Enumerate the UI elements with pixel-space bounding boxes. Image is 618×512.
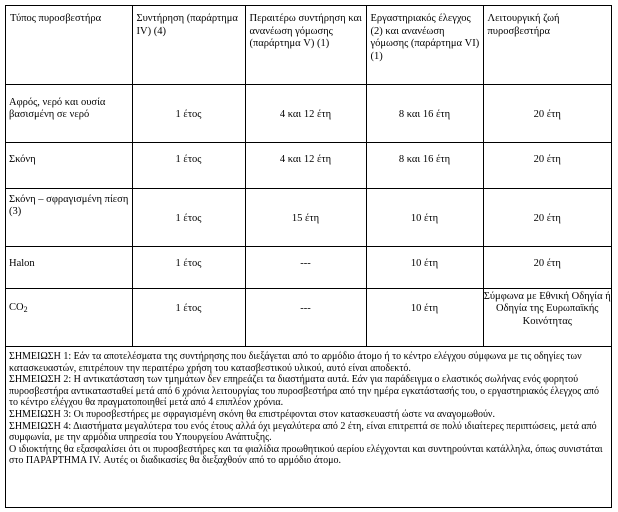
- header-maintenance: Συντήρηση (παράρτημα IV) (4): [132, 6, 245, 84]
- extinguisher-schedule-table: [6, 6, 611, 347]
- row-maintenance: 1 έτος: [132, 84, 245, 142]
- header-type: Τύπος πυροσβεστήρα: [6, 6, 132, 84]
- table-row: [6, 246, 611, 288]
- table-row: [6, 142, 611, 188]
- row-maintenance: 1 έτος: [132, 142, 245, 188]
- notes-block: [9, 351, 609, 467]
- row-lab: 8 και 16 έτη: [366, 142, 483, 188]
- row-life: 20 έτη: [483, 142, 611, 188]
- row-life: 20 έτη: [483, 188, 611, 246]
- note-1: ΣΗΜΕΙΩΣΗ 1: Εάν τα αποτελέσματα της συντήρησης που διεξάγεται από το αρμόδιο άτομο ή το κέντρο ελέγχου σύμφωνα με τις οδηγίες των κατασκευαστών, επιτρέπουν την περαιτέρω χρήση του κατασβεστικού υλικού, αυτό είναι αποδεκτό.: [9, 351, 582, 374]
- owner-note: Ο ιδιοκτήτης θα εξασφαλίσει ότι οι πυροσβεστήρες και τα φιαλίδια προωθητικού αερίου ελέγχονται και συντηρούνται κατάλληλα, όπως συνιστάται στο ΠΑΡΑΡΤΗΜΑ IV. Αυτές οι διαδικασίες θα διεξαχθούν από το αρμόδιο άτομο.: [9, 443, 603, 467]
- row-type: Αφρός, νερό και ουσία βασισμένη σε νερό: [6, 84, 132, 142]
- row-type: Σκόνη – σφραγισμένη πίεση (3): [6, 188, 132, 246]
- note-2: ΣΗΜΕΙΩΣΗ 2: Η αντικατάσταση των τμημάτων δεν επηρεάζει τα διαστήματα αυτά. Εάν για παράδειγμα ο ελαστικός σωλήνας ενός φορητού πυροσβεστήρα αντικατασταθεί μετά από 6 χρόνια λειτουργίας του πυροσβεστήρα από την ημέρα εγκατάστασής του, ο εργαστηριακός έλεγχος από το κέντρο ελέγχου θα πραγματοποιηθεί μετά από 4 επιπλέον χρόνια.: [9, 374, 599, 409]
- row-life: 20 έτη: [483, 246, 611, 288]
- row-further: 4 και 12 έτη: [245, 142, 366, 188]
- row-type: Halon: [6, 246, 132, 288]
- note-3: ΣΗΜΕΙΩΣΗ 3: Οι πυροσβεστήρες με σφραγισμένη σκόνη θα επιστρέφονται στον κατασκευαστή ώστε να αναγομωθούν.: [9, 408, 495, 420]
- row-type: Σκόνη: [6, 142, 132, 188]
- row-further: ---: [245, 288, 366, 346]
- co2-main: CO: [9, 301, 24, 313]
- row-maintenance: 1 έτος: [132, 246, 245, 288]
- document-frame: [5, 5, 612, 508]
- row-lab: 10 έτη: [366, 188, 483, 246]
- header-further-maintenance: Περαιτέρω συντήρηση και ανανέωση γόμωσης (παράρτημα V) (1): [245, 6, 366, 84]
- table-row: [6, 84, 611, 142]
- note-4: ΣΗΜΕΙΩΣΗ 4: Διαστήματα μεγαλύτερα του ενός έτους αλλά όχι μεγαλύτερα από 2 έτη, είναι επιτρεπτά σε πολύ ιδιαίτερες περιπτώσεις, μετά από συμφωνία, με την αρμόδια υπηρεσία του Υπουργείου Ανάπτυξης.: [9, 420, 597, 444]
- row-further: 4 και 12 έτη: [245, 84, 366, 142]
- row-further: ---: [245, 246, 366, 288]
- row-life: 20 έτη: [483, 84, 611, 142]
- row-lab: 10 έτη: [366, 246, 483, 288]
- row-maintenance: 1 έτος: [132, 288, 245, 346]
- header-service-life: Λειτουργική ζωή πυροσβεστήρα: [483, 6, 611, 84]
- row-further: 15 έτη: [245, 188, 366, 246]
- row-maintenance: 1 έτος: [132, 188, 245, 246]
- table-row: [6, 188, 611, 246]
- row-lab: 10 έτη: [366, 288, 483, 346]
- co2-subscript: 2: [23, 304, 28, 314]
- row-type: [6, 288, 132, 346]
- header-lab-test: Εργαστηριακός έλεγχος (2) και ανανέωση γόμωσης (παράρτημα VI) (1): [366, 6, 483, 84]
- table-header-row: [6, 6, 611, 84]
- row-life: Σύμφωνα με Εθνική Οδηγία ή Οδηγία της Ευρωπαϊκής Κοινότητας: [483, 288, 611, 346]
- row-lab: 8 και 16 έτη: [366, 84, 483, 142]
- table-row: [6, 288, 611, 346]
